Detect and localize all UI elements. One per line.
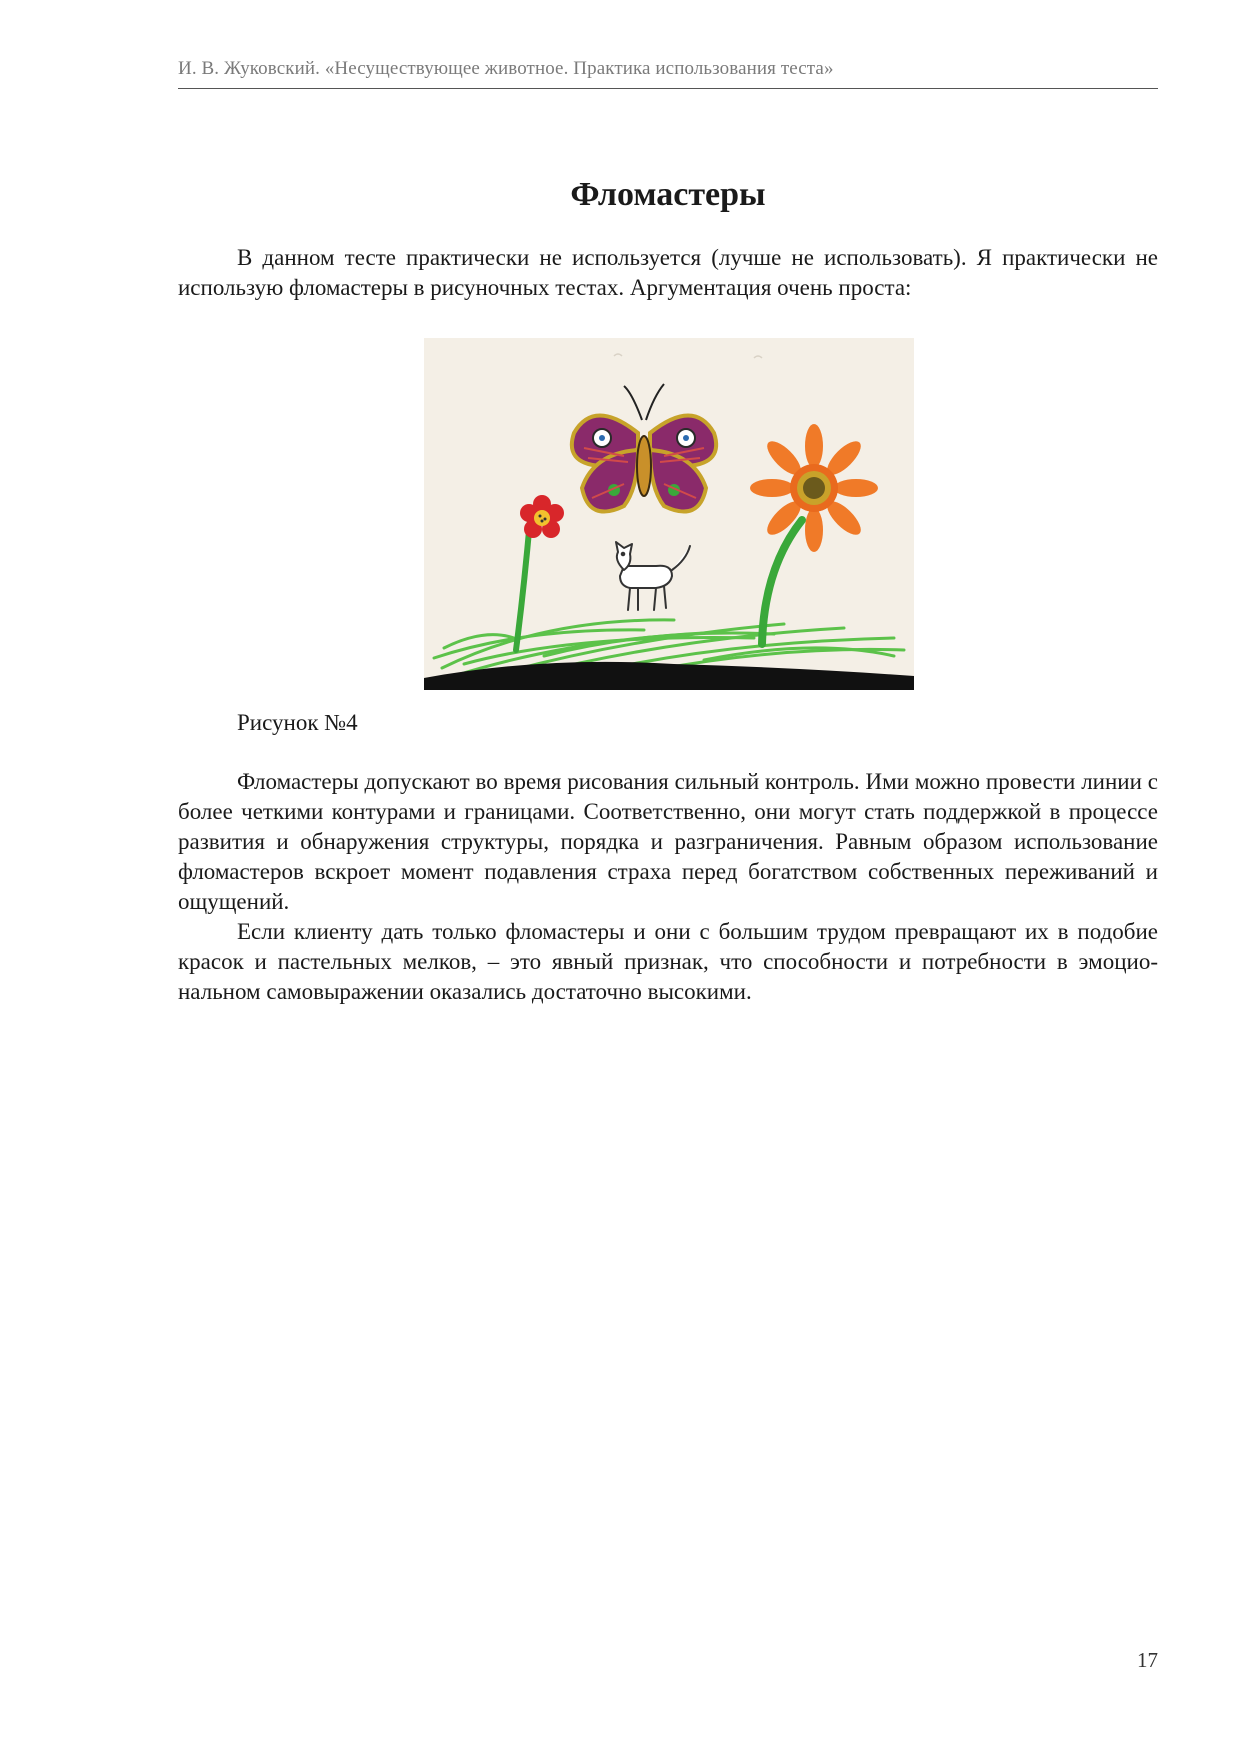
figure-drawing	[424, 338, 914, 690]
body-paragraph: Фломастеры допускают во время рисования сильный контроль. Ими можно провести линии с более четкими контурами и границами. Соответственно, они могут стать поддержкой в процессе развития и обнаружения структуры, порядка и разграничения. Равным образом использование фломастеров вскроет момент подавления страха перед богатством собственных переживаний и ощущений.	[178, 769, 1158, 914]
section-title: Фломастеры	[570, 176, 766, 213]
body-paragraph: Если клиенту дать только фломастеры и они с большим трудом превращают их в подобие красок и пастельных мелков, – это явный признак, что способности и потребности в эмоциональном самовыражении оказались достаточно высокими.	[178, 919, 1158, 1004]
header-divider	[178, 88, 1158, 89]
page-number: 17	[1137, 1648, 1158, 1672]
drawing-illustration	[424, 338, 914, 690]
running-header: И. В. Жуковский. «Несуществующее животное. Практика использования теста»	[178, 58, 834, 79]
intro-paragraph: В данном тесте практически не используется (лучше не использовать). Я практически не использую фломастеры в рисуночных тестах. Аргументация очень проста:	[178, 245, 1158, 300]
figure-caption: Рисунок №4	[237, 710, 358, 735]
